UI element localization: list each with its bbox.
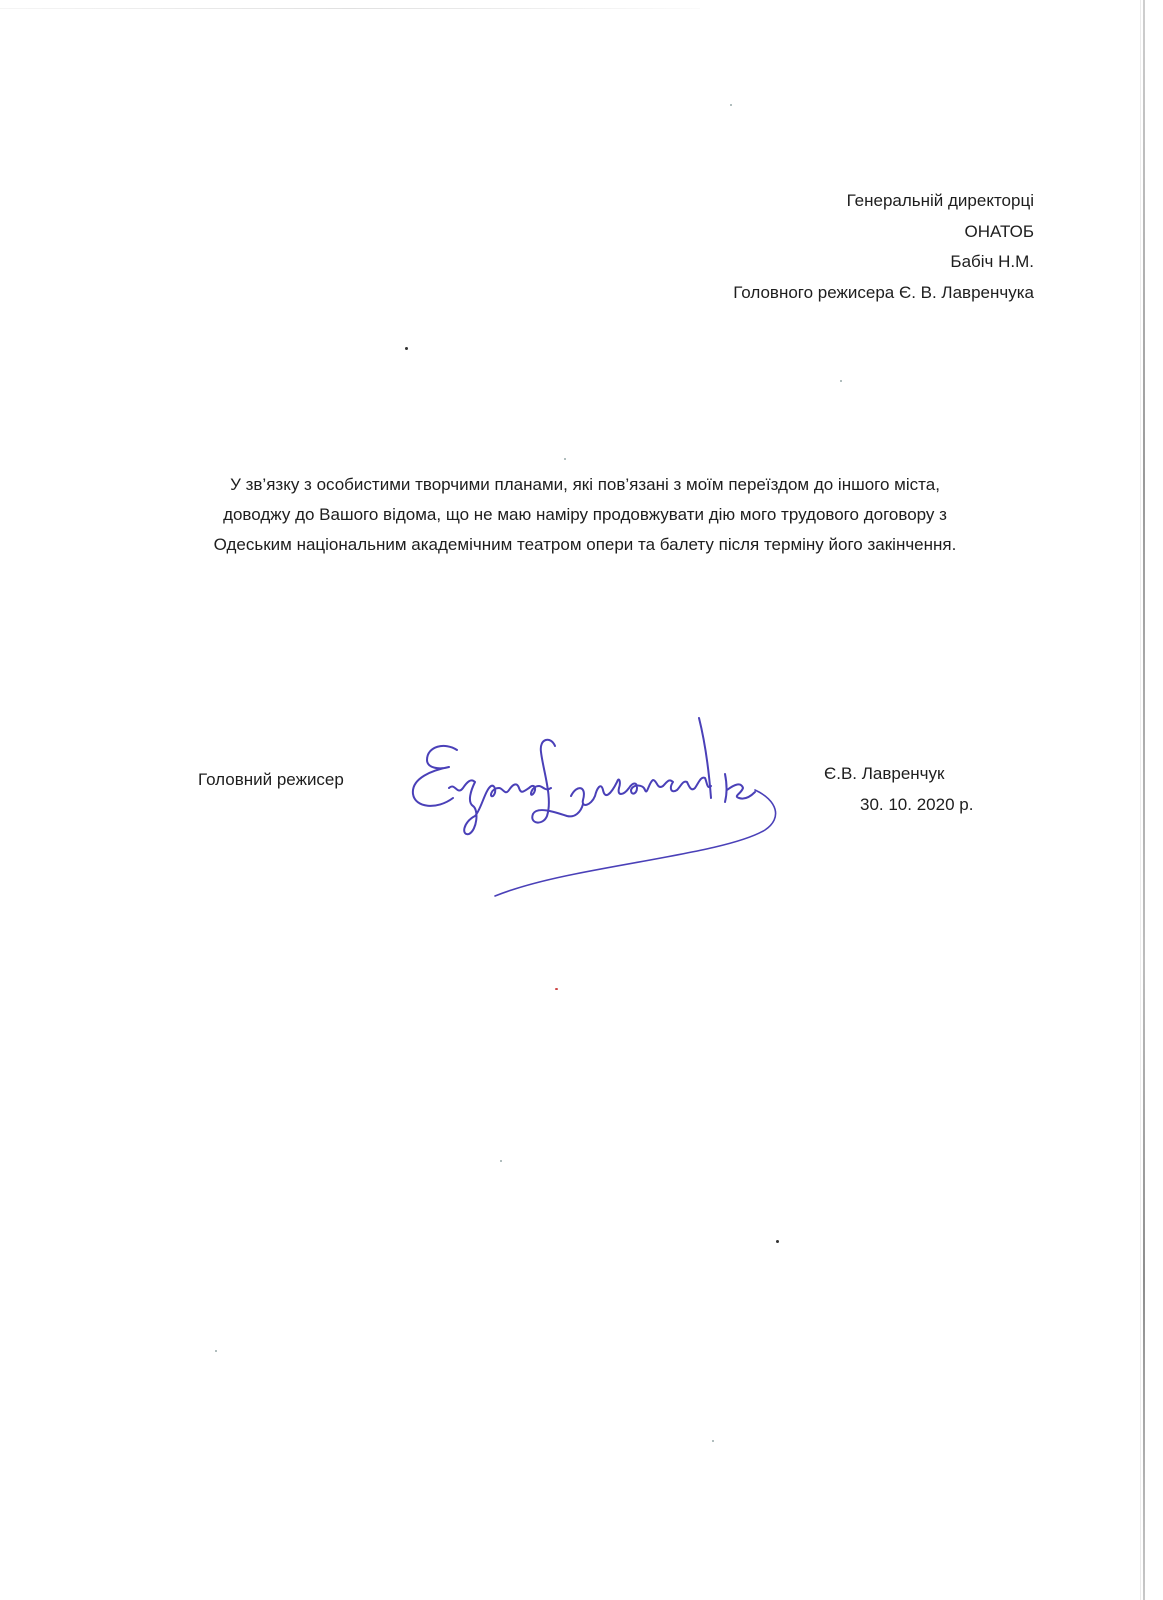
body-line-1: У зв’язку з особистими творчими планами, які пов’язані з моїм переїздом до іншого міста, [230, 475, 940, 494]
scan-speck [730, 104, 732, 106]
signature-date: 30. 10. 2020 р. [860, 795, 974, 814]
handwritten-signature [405, 712, 795, 902]
scan-right-edge [1143, 0, 1145, 1600]
scan-speck [215, 1350, 217, 1352]
letter-body [150, 470, 1020, 560]
addressee-position: Генеральній директорці [846, 191, 1034, 210]
scan-speck [564, 458, 566, 460]
body-line-3: Одеським національним академічним театром опери та балету після терміну його закінчення. [213, 535, 957, 554]
scan-speck [776, 1240, 779, 1243]
body-line-2: доводжу до Вашого відома, що не маю наміру продовжувати дію мого трудового договору з [223, 505, 947, 524]
scan-top-line [0, 8, 700, 9]
addressee-organization: ОНАТОБ [964, 221, 1034, 241]
scan-speck [405, 347, 408, 350]
addressee-name: Бабіч Н.М. [950, 252, 1034, 271]
addressee-block [733, 186, 1034, 308]
scan-speck [840, 380, 842, 382]
sender-line: Головного режисера Є. В. Лавренчука [733, 282, 1034, 302]
scan-speck [500, 1160, 502, 1162]
signer-name: Є.В. Лавренчук [824, 764, 945, 783]
signer-role: Головний режисер [198, 770, 344, 789]
scan-right-edge-shadow [1140, 0, 1141, 1600]
scan-speck [712, 1440, 714, 1442]
scan-speck [555, 988, 558, 990]
